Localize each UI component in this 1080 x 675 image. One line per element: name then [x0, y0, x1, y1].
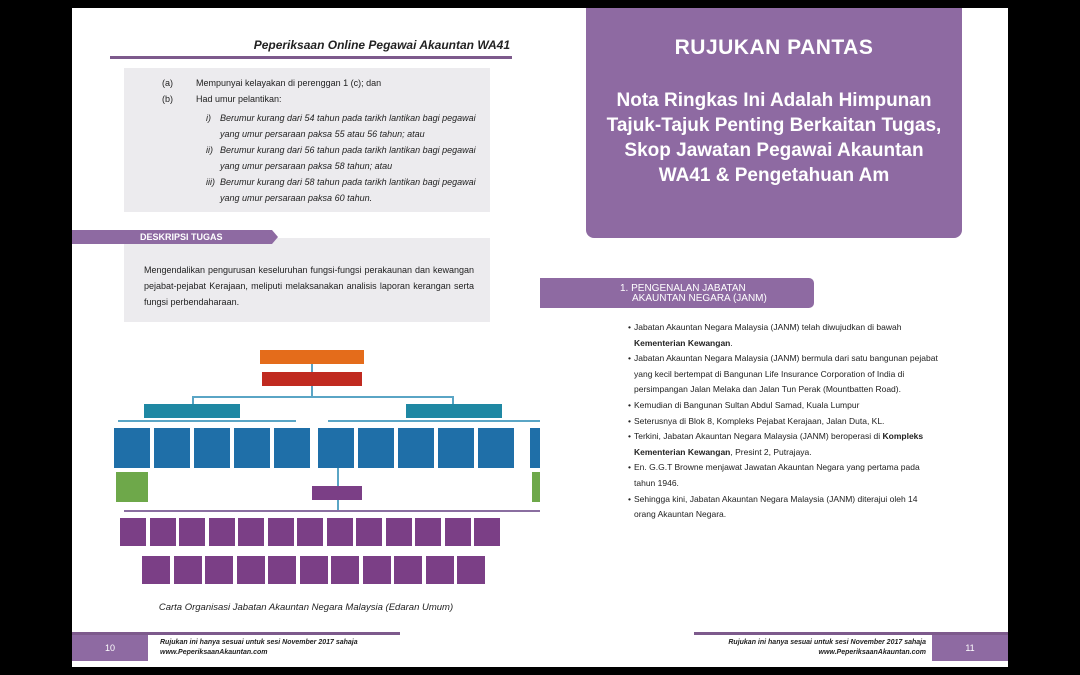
criteria-key: (b): [162, 94, 173, 104]
section-heading-line: AKAUNTAN NEGARA (JANM): [632, 293, 767, 304]
org-connector: [192, 396, 452, 398]
org-box: [209, 518, 235, 546]
org-box: [154, 428, 190, 468]
janm-bullet-item: [628, 492, 938, 523]
org-box: [142, 556, 170, 584]
org-box: [268, 518, 294, 546]
bullet-text: , Presint 2, Putrajaya.: [730, 446, 812, 457]
org-box: [238, 518, 264, 546]
org-connector: [452, 396, 454, 404]
org-box: [114, 428, 150, 468]
org-box: [406, 404, 502, 418]
criteria-text: Mempunyai kelayakan di perenggan 1 (c); dan: [196, 78, 382, 88]
hero-title: RUJUKAN PANTAS: [674, 36, 874, 59]
org-box: [205, 556, 233, 584]
org-box: [300, 556, 328, 584]
criteria-box: [124, 68, 490, 212]
org-box: [194, 428, 230, 468]
hero-subtitle: Nota Ringkas Ini Adalah Himpunan Tajuk-Tajuk Penting Berkaitan Tugas, Skop Jawatan Pegawai Akauntan WA41 & Pengetahuan Am: [606, 90, 942, 186]
description-box: [124, 238, 490, 322]
org-box: [116, 472, 148, 502]
org-box: [363, 556, 391, 584]
bullet-text: En. G.G.T Browne menjawat Jawatan Akauntan Negara yang pertama pada tahun 1946.: [634, 462, 920, 488]
org-box: [386, 518, 412, 546]
org-box: [260, 350, 364, 364]
section-heading-janm: [540, 278, 814, 308]
janm-bullet-list: [628, 320, 938, 523]
page-number: 11: [932, 635, 1008, 661]
org-box: [474, 518, 500, 546]
hero-panel: [586, 8, 962, 238]
org-box: [237, 556, 265, 584]
footer-note: [720, 638, 926, 658]
right-page: [540, 8, 1008, 667]
criteria-text: Had umur pelantikan:: [196, 94, 282, 104]
org-box: [398, 428, 434, 468]
org-box: [268, 556, 296, 584]
age-limit-text: Berumur kurang dari 54 tahun pada tarikh lantikan bagi pegawai yang umur persaraan paksa 55 atau 56 tahun; atau: [220, 113, 476, 139]
org-connector: [337, 500, 339, 510]
description-text: Mengendalikan pengurusan keseluruhan fungsi-fungsi perakaunan dan kewangan pejabat-pejabat Kerajaan, meliputi melaksanakan analisis laporan kerangan serta fungsi perbendaharaan.: [144, 265, 474, 307]
org-box: [150, 518, 176, 546]
org-box: [297, 518, 323, 546]
bullet-text: Terkini, Jabatan Akauntan Negara Malaysia (JANM) beroperasi di: [634, 431, 883, 442]
age-limit-text: Berumur kurang dari 58 tahun pada tarikh lantikan bagi pegawai yang umur persaraan paksa 60 tahun.: [220, 177, 476, 203]
org-connector: [124, 510, 540, 512]
age-limit-number: iii): [206, 177, 215, 187]
org-box: [331, 556, 359, 584]
bullet-text: Kemudian di Bangunan Sultan Abdul Samad, Kuala Lumpur: [634, 399, 860, 410]
org-connector: [192, 396, 194, 404]
bullet-text: Jabatan Akauntan Negara Malaysia (JANM) bermula dari satu bangunan pejabat yang kecil bertempat di Bangunan Life Insurance Corporation of India di persimpangan Jalan Melaka dan Jalan Tun Perak (Mountbatten Road).: [634, 353, 938, 395]
org-box: [262, 372, 362, 386]
org-box: [438, 428, 474, 468]
section-heading-line: 1. PENGENALAN JABATAN: [620, 283, 746, 294]
org-connector: [337, 468, 339, 486]
chart-caption: Carta Organisasi Jabatan Akauntan Negara Malaysia (Edaran Umum): [158, 602, 454, 613]
org-box: [426, 556, 454, 584]
header-rule: [110, 56, 512, 59]
age-limit-number: i): [206, 113, 211, 123]
janm-bullet-item: [628, 320, 938, 351]
org-box: [358, 428, 394, 468]
org-connector: [311, 364, 313, 372]
bullet-text: Sehingga kini, Jabatan Akauntan Negara Malaysia (JANM) diterajui oleh 14 orang Akauntan Negara.: [634, 493, 918, 520]
org-box: [312, 486, 362, 500]
org-box: [530, 428, 540, 468]
org-box: [445, 518, 471, 546]
org-box: [327, 518, 353, 546]
footer-url: www.PeperiksaanAkauntan.com: [818, 649, 926, 656]
janm-bullet-item: [628, 351, 938, 398]
org-box: [394, 556, 422, 584]
footer-line: Rujukan ini hanya sesuai untuk sesi November 2017 sahaja: [728, 639, 926, 646]
org-box: [120, 518, 146, 546]
footer-url: www.PeperiksaanAkauntan.com: [160, 649, 268, 656]
criteria-key: (a): [162, 78, 173, 88]
age-limit-number: ii): [206, 145, 213, 155]
org-box: [318, 428, 354, 468]
org-connector: [118, 420, 296, 422]
org-box: [174, 556, 202, 584]
org-box: [532, 472, 540, 502]
page-header-title: Peperiksaan Online Pegawai Akauntan WA41: [253, 38, 510, 52]
bullet-text: Jabatan Akauntan Negara Malaysia (JANM) telah diwujudkan di bawah: [634, 322, 902, 332]
bullet-text: Seterusnya di Blok 8, Kompleks Pejabat Kerajaan, Jalan Duta, KL.: [634, 415, 885, 426]
org-box: [144, 404, 240, 418]
org-box: [356, 518, 382, 546]
section-heading-deskripsi: DESKRIPSI TUGAS: [72, 230, 272, 244]
left-page: [72, 8, 540, 667]
org-box: [457, 556, 485, 584]
org-box: [274, 428, 310, 468]
org-box: [478, 428, 514, 468]
bullet-text: .: [730, 337, 733, 348]
bullet-bold-text: Kompleks Kementerian Kewangan: [634, 431, 924, 457]
janm-bullet-item: [628, 429, 938, 460]
footer-line: Rujukan ini hanya sesuai untuk sesi November 2017 sahaja: [160, 639, 358, 646]
footer-note: [160, 638, 358, 658]
age-limit-text: Berumur kurang dari 56 tahun pada tarikh lantikan bagi pegawai yang umur persaraan paksa 58 tahun; atau: [220, 145, 476, 171]
org-box: [179, 518, 205, 546]
janm-bullet-item: [628, 460, 938, 491]
org-box: [415, 518, 441, 546]
janm-bullet-item: [628, 398, 938, 414]
org-connector: [328, 420, 540, 422]
janm-bullet-item: [628, 414, 938, 430]
bullet-bold-text: Kementerian Kewangan: [634, 337, 731, 348]
org-box: [234, 428, 270, 468]
page-number: 10: [72, 635, 148, 661]
